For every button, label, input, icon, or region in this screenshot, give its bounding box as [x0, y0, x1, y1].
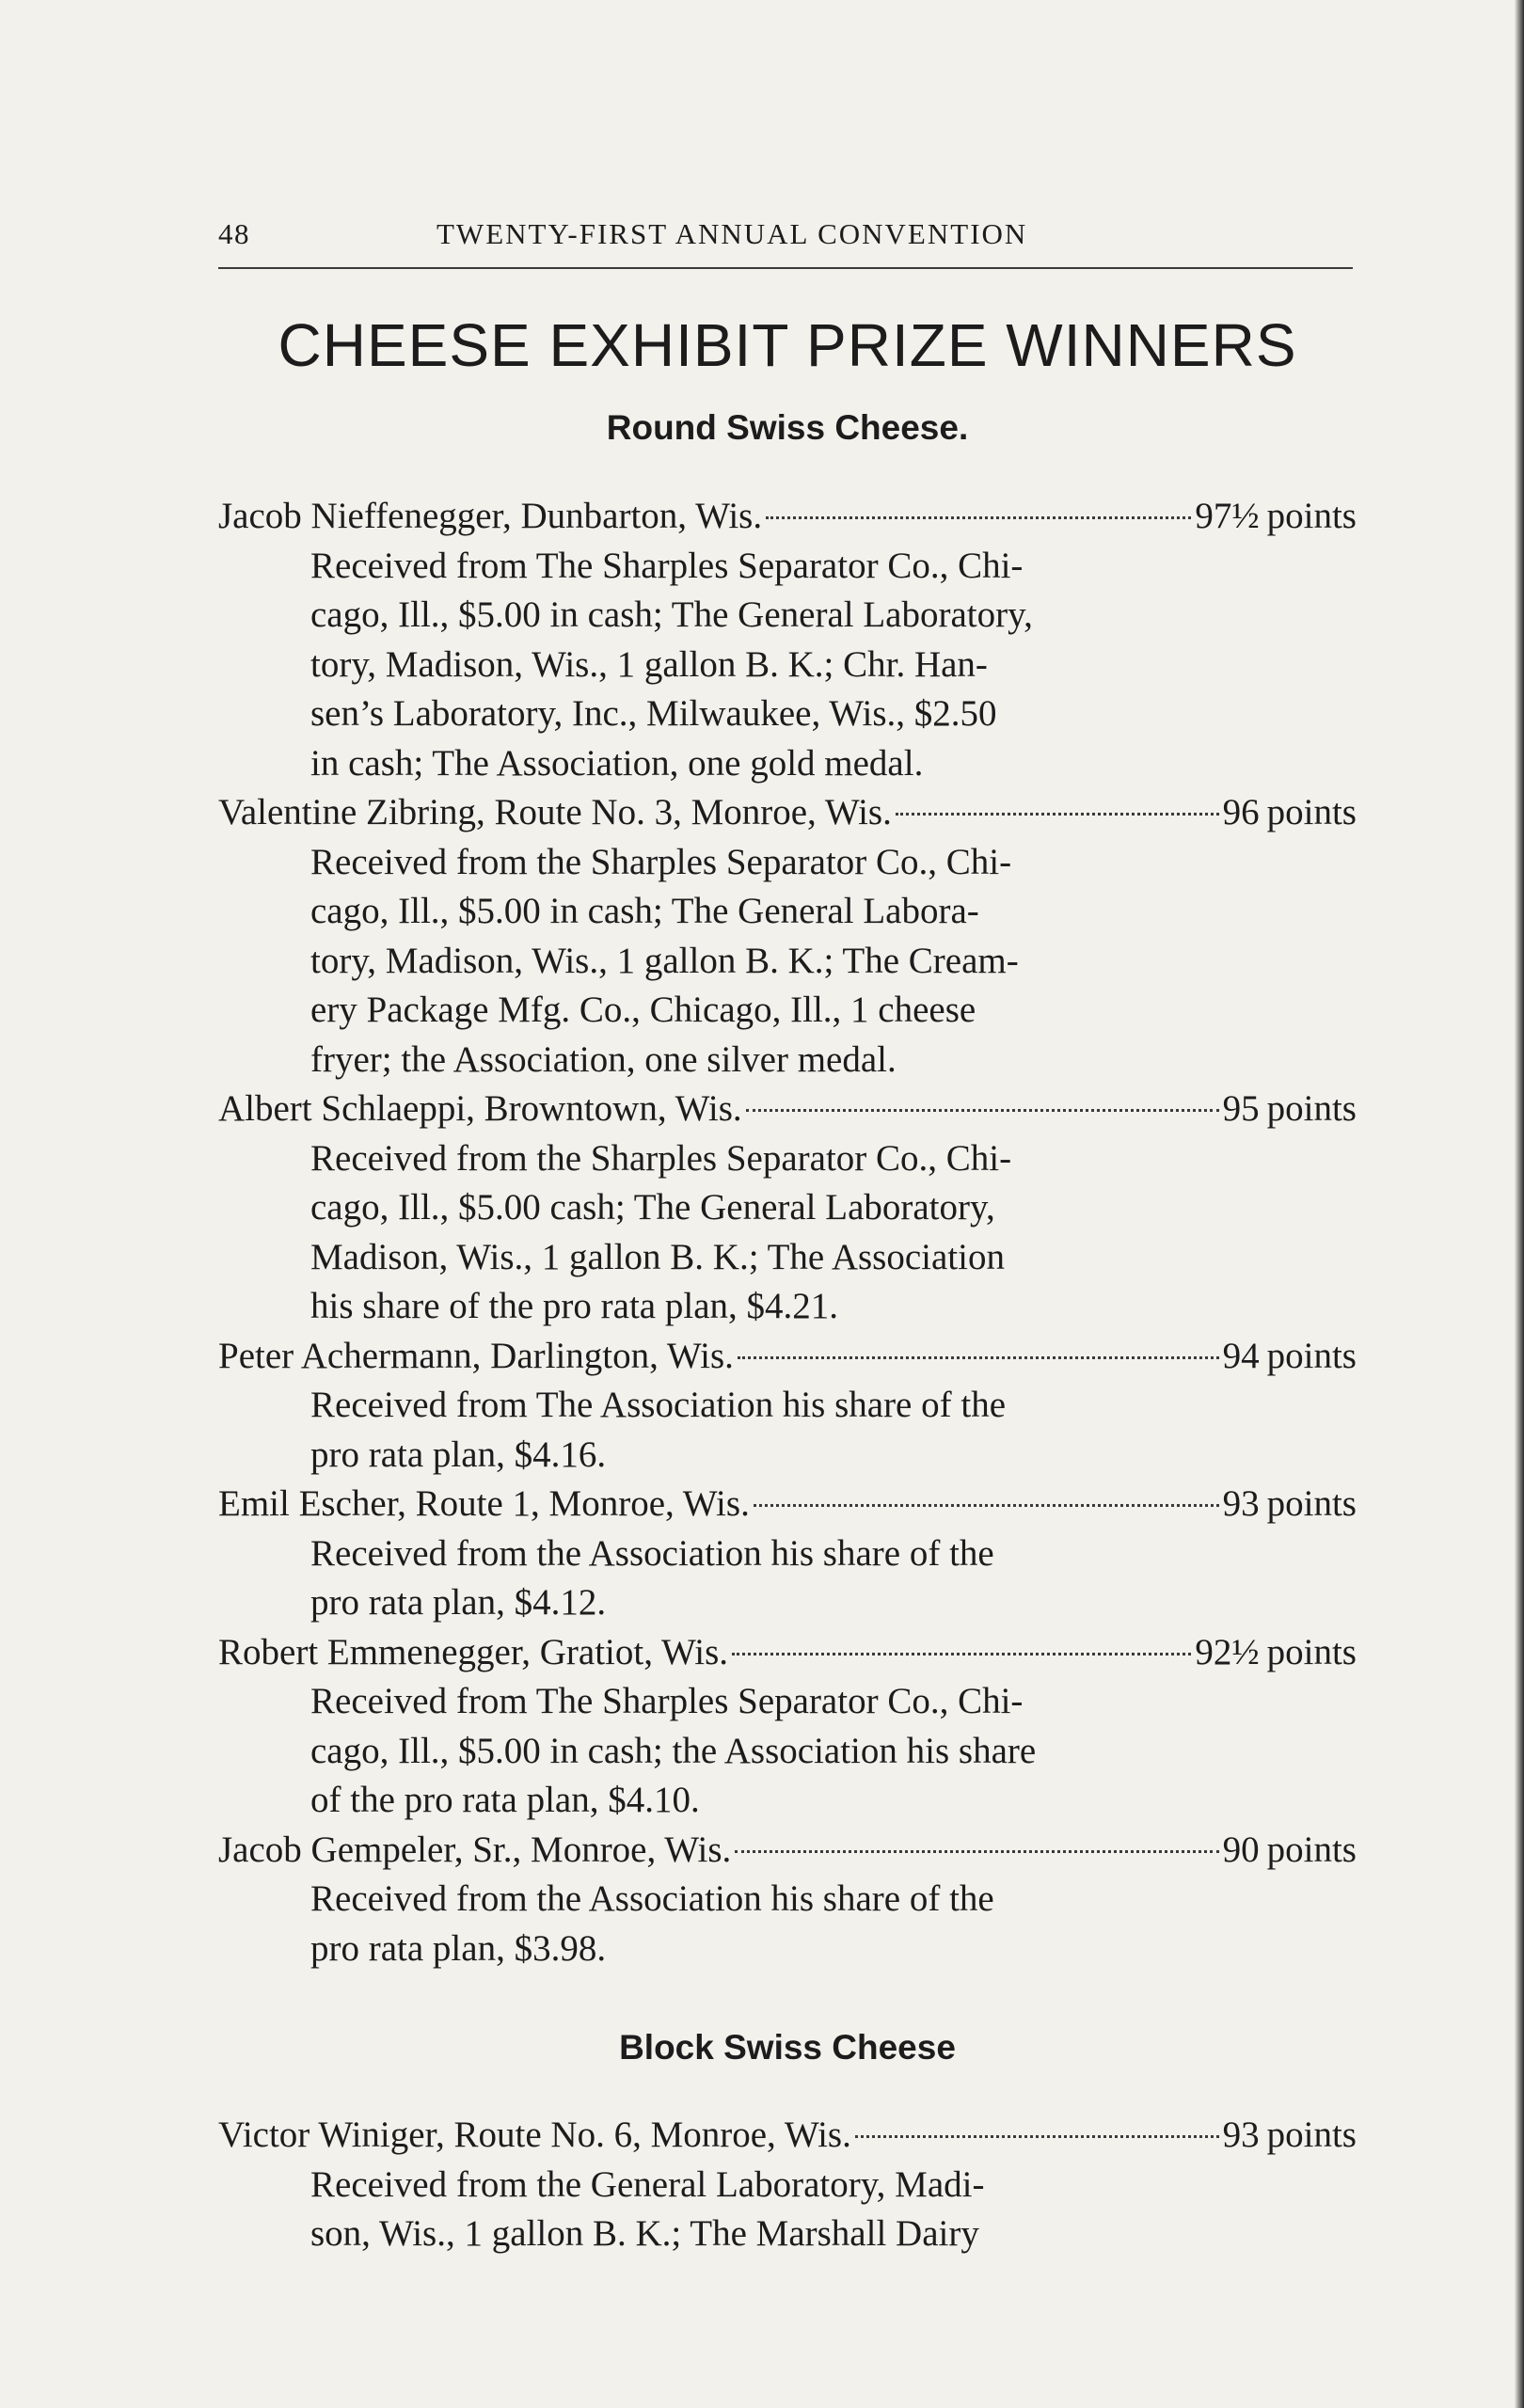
winner-name: Valentine Zibring, Route No. 3, Monroe, Wis. [218, 792, 892, 832]
entry-header [218, 1826, 1357, 1876]
prize-line: pro rata plan, $3.98. [310, 1927, 607, 1969]
prize-line: Received from The Sharples Separator Co., Chi- [310, 1681, 1024, 1721]
entry-header [218, 788, 1357, 838]
entry-prizes [310, 1677, 1251, 1826]
running-title: TWENTY-FIRST ANNUAL CONVENTION [437, 217, 1028, 250]
dot-leader [855, 2135, 1219, 2138]
score: 96 [1222, 792, 1260, 832]
dot-leader [735, 1850, 1218, 1853]
prize-entry [218, 1480, 1357, 1628]
entry-header [218, 2111, 1357, 2161]
dot-leader [766, 516, 1191, 519]
dot-leader [754, 1504, 1219, 1507]
points-label: points [1266, 1335, 1357, 1376]
entry-prizes [310, 838, 1251, 1085]
prize-line: cago, Ill., $5.00 in cash; The General Laboratory, [310, 594, 1033, 635]
dot-leader [732, 1653, 1191, 1656]
winner-name: Peter Achermann, Darlington, Wis. [218, 1335, 734, 1376]
prize-entry [218, 1085, 1357, 1332]
winner-name: Robert Emmenegger, Gratiot, Wis. [218, 1631, 729, 1672]
running-head [218, 217, 1355, 266]
prize-line: fryer; the Association, one silver medal. [310, 1038, 897, 1080]
score: 93 [1222, 1483, 1260, 1524]
section-heading-round-swiss: Round Swiss Cheese. [606, 408, 969, 447]
entry-prizes [310, 1529, 1251, 1628]
points-label: points [1266, 1829, 1357, 1870]
dot-leader [738, 1356, 1219, 1359]
prize-line: tory, Madison, Wis., 1 gallon B. K.; The Cream- [310, 940, 1019, 981]
page-edge [1515, 0, 1524, 2408]
score: 95 [1222, 1088, 1260, 1129]
prize-line: cago, Ill., $5.00 in cash; the Association his share [310, 1730, 1037, 1771]
prize-line: Received from the Sharples Separator Co., Chi- [310, 1137, 1012, 1179]
prize-line: Received from the Association his share of the [310, 1878, 994, 1919]
prize-line: his share of the pro rata plan, $4.21. [310, 1286, 839, 1326]
points-label: points [1266, 2115, 1357, 2155]
score: 92½ [1195, 1631, 1260, 1672]
points-label: points [1266, 1631, 1357, 1672]
section-round-swiss-entries [218, 492, 1357, 1973]
prize-line: of the pro rata plan, $4.10. [310, 1780, 700, 1820]
entry-header [218, 1332, 1357, 1382]
score: 90 [1222, 1829, 1260, 1870]
points-label: points [1266, 496, 1357, 536]
page-number: 48 [218, 217, 250, 250]
prize-line: son, Wis., 1 gallon B. K.; The Marshall Dairy [310, 2213, 979, 2254]
prize-line: Received from the General Laboratory, Madi- [310, 2163, 985, 2205]
entry-header [218, 1480, 1357, 1529]
page-title: CHEESE EXHIBIT PRIZE WINNERS [278, 311, 1297, 379]
entry-header [218, 492, 1357, 542]
entry-prizes [310, 1134, 1251, 1332]
prize-line: ery Package Mfg. Co., Chicago, Ill., 1 cheese [310, 990, 976, 1030]
entry-header [218, 1085, 1357, 1134]
entry-prizes [310, 1381, 1251, 1480]
score: 93 [1222, 2115, 1260, 2155]
dot-leader [746, 1109, 1219, 1112]
header-rule [218, 267, 1353, 269]
prize-line: pro rata plan, $4.16. [310, 1434, 607, 1475]
prize-line: Received from The Sharples Separator Co., Chi- [310, 545, 1024, 586]
points-label: points [1266, 792, 1357, 832]
score: 94 [1222, 1335, 1260, 1376]
winner-name: Emil Escher, Route 1, Monroe, Wis. [218, 1483, 750, 1524]
prize-line: Received from The Association his share of the [310, 1385, 1007, 1425]
entry-prizes [310, 542, 1251, 789]
points-label: points [1266, 1483, 1357, 1524]
prize-entry [218, 1826, 1357, 1974]
prize-line: cago, Ill., $5.00 cash; The General Laboratory, [310, 1187, 995, 1228]
prize-entry [218, 1628, 1357, 1826]
entry-header [218, 1628, 1357, 1678]
prize-line: cago, Ill., $5.00 in cash; The General Labora- [310, 891, 979, 931]
winner-name: Albert Schlaeppi, Browntown, Wis. [218, 1088, 742, 1129]
dot-leader [896, 813, 1219, 816]
entry-prizes [310, 1875, 1251, 1973]
points-label: points [1266, 1088, 1357, 1129]
entry-prizes [310, 2161, 1251, 2259]
prize-line: tory, Madison, Wis., 1 gallon B. K.; Chr. Han- [310, 643, 988, 685]
prize-line: pro rata plan, $4.12. [310, 1582, 607, 1623]
prize-line: Received from the Sharples Separator Co., Chi- [310, 841, 1012, 882]
prize-line: sen’s Laboratory, Inc., Milwaukee, Wis., $2.50 [310, 693, 997, 734]
prize-entry [218, 788, 1357, 1085]
prize-entry [218, 492, 1357, 788]
winner-name: Jacob Nieffenegger, Dunbarton, Wis. [218, 496, 763, 536]
prize-entry [218, 2111, 1357, 2259]
prize-line: Received from the Association his share of the [310, 1532, 994, 1574]
prize-line: Madison, Wis., 1 gallon B. K.; The Association [310, 1236, 1005, 1277]
prize-entry [218, 1332, 1357, 1481]
winner-name: Jacob Gempeler, Sr., Monroe, Wis. [218, 1829, 732, 1870]
section-heading-block-swiss: Block Swiss Cheese [619, 2028, 956, 2067]
winner-name: Victor Winiger, Route No. 6, Monroe, Wis. [218, 2115, 851, 2155]
score: 97½ [1195, 496, 1260, 536]
prize-line: in cash; The Association, one gold medal. [310, 742, 924, 784]
section-block-swiss-entries [218, 2111, 1357, 2259]
